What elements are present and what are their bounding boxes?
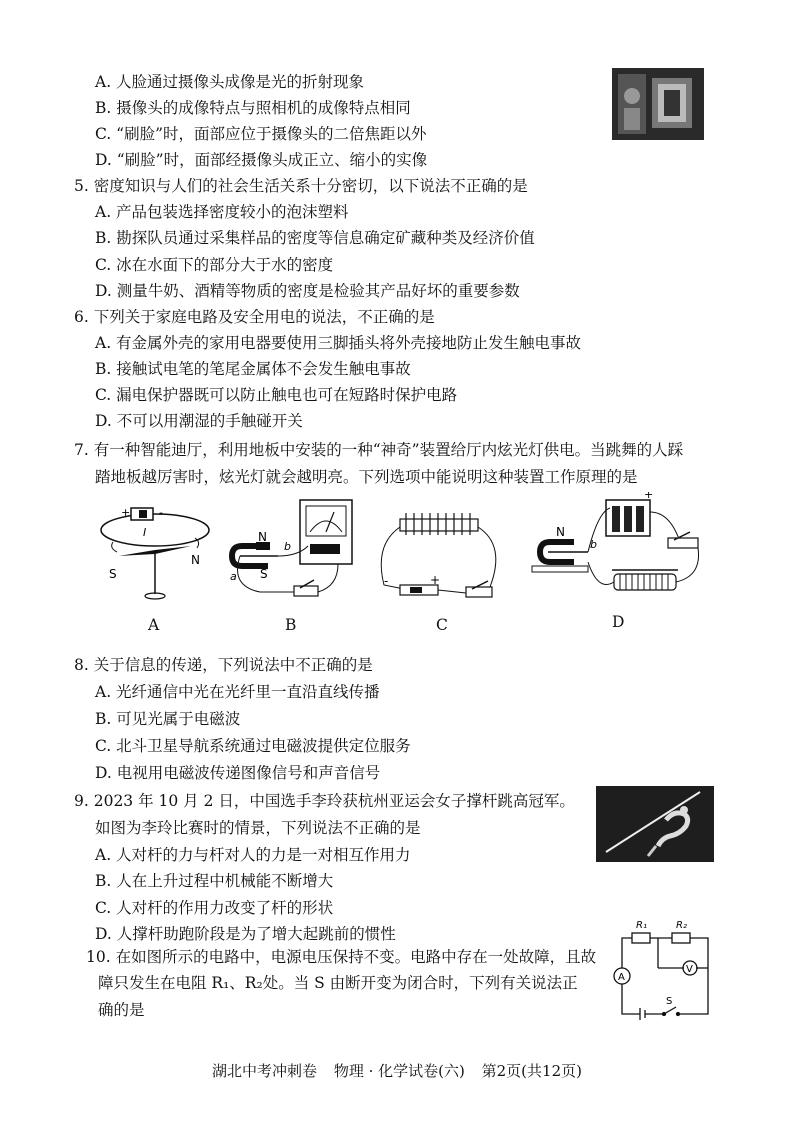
q7-label-a: A xyxy=(148,616,160,634)
q8-option-c: C. 北斗卫星导航系统通过电磁波提供定位服务 xyxy=(95,737,411,755)
fig-d-b: b xyxy=(590,538,597,551)
q9-option-d: D. 人撑杆助跑阶段是为了增大起跳前的惯性 xyxy=(95,925,396,943)
fig-b-a: a xyxy=(230,570,237,583)
q10-circuit-diagram xyxy=(604,916,716,1026)
q7-stem-line1: 7. 有一种智能迪厅，利用地板中安装的一种“神奇”装置给厅内炫光灯供电。当跳舞的人踩 xyxy=(74,441,684,459)
fig-d-plus: + xyxy=(644,492,654,501)
q5-option-b: B. 勘探队员通过采集样品的密度等信息确定矿藏种类及经济价值 xyxy=(95,229,535,247)
q8-option-a: A. 光纤通信中光在光纤里一直沿直线传播 xyxy=(95,683,380,701)
q10-stem-line2: 障只发生在电阻 R₁、R₂处。当 S 由断开变为闭合时，下列有关说法正 xyxy=(98,974,578,992)
fig-a-plus: + xyxy=(121,506,131,519)
q4-option-a: A. 人脸通过摄像头成像是光的折射现象 xyxy=(95,73,365,91)
q6-option-b: B. 接触试电笔的笔尾金属体不会发生触电事故 xyxy=(95,360,411,378)
q5-option-d: D. 测量牛奶、酒精等物质的密度是检验其产品好坏的重要参数 xyxy=(95,282,520,300)
q8-stem: 8. 关于信息的传递，下列说法中不正确的是 xyxy=(74,656,373,674)
fig-b-n: N xyxy=(258,530,267,544)
q7-figure-c xyxy=(370,505,510,609)
q7-label-c: C xyxy=(436,616,448,634)
circuit-r1-label: R₁ xyxy=(636,920,647,931)
q4-option-c: C. “刷脸”时，面部应位于摄像头的二倍焦距以外 xyxy=(95,125,427,143)
q6-stem: 6. 下列关于家庭电路及安全用电的说法，不正确的是 xyxy=(74,308,435,326)
q9-stem-line2: 如图为李玲比赛时的情景，下列说法不正确的是 xyxy=(95,819,421,837)
fig-b-s: S xyxy=(260,567,268,581)
circuit-r2-label: R₂ xyxy=(676,920,687,931)
q7-figure-b xyxy=(228,496,356,608)
q8-option-d: D. 电视用电磁波传递图像信号和声音信号 xyxy=(95,764,381,782)
q5-option-a: A. 产品包装选择密度较小的泡沫塑料 xyxy=(95,203,349,221)
q5-option-c: C. 冰在水面下的部分大于水的密度 xyxy=(95,256,334,274)
q10-stem-line1: 10. 在如图所示的电路中，电源电压保持不变。电路中存在一处故障，且故 xyxy=(86,948,597,966)
fig-d-n: N xyxy=(556,525,565,539)
q9-option-a: A. 人对杆的力与杆对人的力是一对相互作用力 xyxy=(95,846,411,864)
q5-stem: 5. 密度知识与人们的社会生活关系十分密切，以下说法不正确的是 xyxy=(74,177,528,195)
q7-label-d: D xyxy=(612,613,625,631)
footer-subject: 物理 · 化学试卷(六) xyxy=(333,1062,465,1080)
q9-pole-vault-photo xyxy=(596,786,714,862)
q4-option-b: B. 摄像头的成像特点与照相机的成像特点相同 xyxy=(95,99,411,117)
fig-c-plus: + xyxy=(430,573,441,587)
footer-title: 湖北中考冲刺卷 xyxy=(212,1062,318,1080)
fig-a-n: N xyxy=(191,553,200,567)
q9-stem-line1: 9. 2023 年 10 月 2 日，中国选手李玲获杭州亚运会女子撑杆跳高冠军。 xyxy=(74,792,575,810)
q6-option-c: C. 漏电保护器既可以防止触电也可在短路时保护电路 xyxy=(95,386,458,404)
q7-figure-a xyxy=(95,500,215,610)
q4-option-d: D. “刷脸”时，面部经摄像头成正立、缩小的实像 xyxy=(95,151,428,169)
fig-b-b: b xyxy=(284,540,291,553)
q9-option-c: C. 人对杆的作用力改变了杆的形状 xyxy=(95,899,334,917)
q4-camera-photo xyxy=(612,68,704,140)
circuit-voltmeter-label: V xyxy=(686,964,693,975)
page-footer xyxy=(0,1060,794,1081)
fig-a-s: S xyxy=(109,567,117,581)
q7-stem-line2: 踏地板越厉害时，炫光灯就会越明亮。下列选项中能说明这种装置工作原理的是 xyxy=(95,468,638,486)
q7-figure-d xyxy=(528,492,718,608)
footer-page-number: 第2页(共12页) xyxy=(481,1062,582,1080)
q6-option-d: D. 不可以用潮湿的手触碰开关 xyxy=(95,412,303,430)
q6-option-a: A. 有金属外壳的家用电器要使用三脚插头将外壳接地防止发生触电事故 xyxy=(95,334,582,352)
circuit-ammeter-label: A xyxy=(618,972,625,983)
q9-option-b: B. 人在上升过程中机械能不断增大 xyxy=(95,872,334,890)
fig-a-current: I xyxy=(143,526,147,539)
q7-label-b: B xyxy=(285,616,297,634)
q8-option-b: B. 可见光属于电磁波 xyxy=(95,710,241,728)
fig-c-minus: - xyxy=(384,574,389,588)
circuit-switch-label: S xyxy=(666,996,673,1007)
fig-a-minus: - xyxy=(159,506,163,519)
q10-stem-line3: 确的是 xyxy=(98,1001,145,1019)
